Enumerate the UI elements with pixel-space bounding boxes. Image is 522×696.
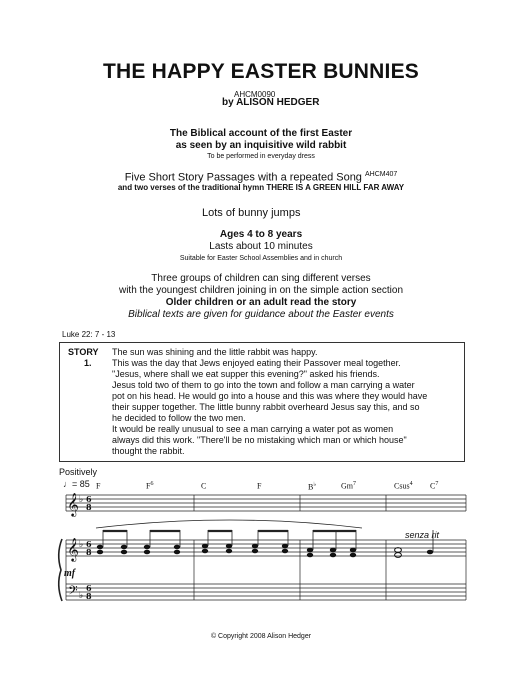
groups-line-1: Three groups of children can sing different verses <box>151 273 371 284</box>
svg-text:6: 6 <box>86 539 92 549</box>
svg-text:8: 8 <box>86 591 92 601</box>
duration-line: Lasts about 10 minutes <box>209 241 313 252</box>
chord-symbol: F <box>257 481 262 491</box>
suitable-line: Suitable for Easter School Assemblies and in church <box>179 255 343 262</box>
bunny-jumps-note: Lots of bunny jumps <box>202 207 301 219</box>
ages-line: Ages 4 to 8 years <box>219 229 303 240</box>
svg-text:𝄞: 𝄞 <box>67 537 79 561</box>
quarter-note-icon: ♩ <box>63 479 72 489</box>
metronome-value: = 85 <box>72 479 90 489</box>
biblical-texts-line: Biblical texts are given for guidance about the Easter events <box>128 309 394 320</box>
chord-symbol: F <box>96 481 101 491</box>
intro-line-3: To be performed in everyday dress <box>207 153 315 160</box>
tempo-marking: Positively <box>59 467 98 477</box>
story-line: thought the rabbit. <box>112 446 185 456</box>
svg-text:6: 6 <box>86 583 92 593</box>
story-line: Jesus told two of them to go into the town and follow a man carrying a water <box>112 380 415 390</box>
older-children-line: Older children or an adult read the story <box>165 297 357 308</box>
chord-symbol: Gm$^7$ <box>341 481 356 491</box>
story-line: always did this work. "There'll be no mistaking which man or which house" <box>112 435 407 445</box>
svg-text:8: 8 <box>86 502 92 512</box>
chord-symbol: Csus$^4$ <box>394 481 413 491</box>
page-title: THE HAPPY EASTER BUNNIES <box>103 60 419 83</box>
expression-marking: senza rit <box>405 530 440 540</box>
svg-text:𝄞: 𝄞 <box>67 492 79 516</box>
chord-symbol: $C^7$ <box>430 481 439 491</box>
story-line: "Jesus, where shall we eat supper this evening?" asked his friends. <box>112 369 380 379</box>
story-line: The sun was shining and the little rabbit was happy. <box>112 347 318 357</box>
piano-bass-staff <box>66 584 466 600</box>
story-line: This was the day that Jews enjoyed eating their Passover meal together. <box>112 358 401 368</box>
svg-text:6: 6 <box>86 494 92 504</box>
svg-text:♭: ♭ <box>79 495 84 505</box>
intro-line-2: as seen by an inquisitive wild rabbit <box>175 140 347 151</box>
svg-text:𝄢: 𝄢 <box>68 583 78 601</box>
intro-line-1: The Biblical account of the first Easter <box>169 128 353 139</box>
chord-symbol: C <box>201 481 207 491</box>
svg-text:8: 8 <box>86 547 92 557</box>
story-line: he decided to follow the two men. <box>112 413 246 423</box>
catalog-number: AHCM0090 <box>234 90 276 99</box>
story-line: their supper together. The little bunny rabbit overheard Jesus say this, and so <box>112 402 420 412</box>
groups-line-2: with the youngest children joining in on the simple action section <box>118 285 404 296</box>
chord-symbol: $F^6$ <box>146 481 154 491</box>
story-line: It would be really unusual to see a man carrying a water pot as women <box>112 424 394 434</box>
vocal-staff <box>66 495 466 511</box>
hymn-line: and two verses of the traditional hymn THERE IS A GREEN HILL FAR AWAY <box>117 183 405 192</box>
svg-text:♭: ♭ <box>79 591 84 601</box>
chord-symbol: B♭ <box>308 482 317 492</box>
author-line: by ALISON HEDGER <box>222 97 320 108</box>
story-label: STORY <box>68 347 99 357</box>
copyright-notice: © Copyright 2008 Alison Hedger <box>210 633 312 640</box>
dynamic-marking: mf <box>64 568 76 579</box>
song-text: Five Short Story Passages with a repeated Song <box>124 171 365 184</box>
scripture-reference: Luke 22: 7 - 13 <box>62 330 116 339</box>
story-line: pot on his head. He would go into a house and this was where they would have <box>112 391 428 401</box>
svg-text:♭: ♭ <box>79 540 84 550</box>
story-number: 1. <box>84 358 92 368</box>
song-code: AHCM407 <box>365 171 398 178</box>
